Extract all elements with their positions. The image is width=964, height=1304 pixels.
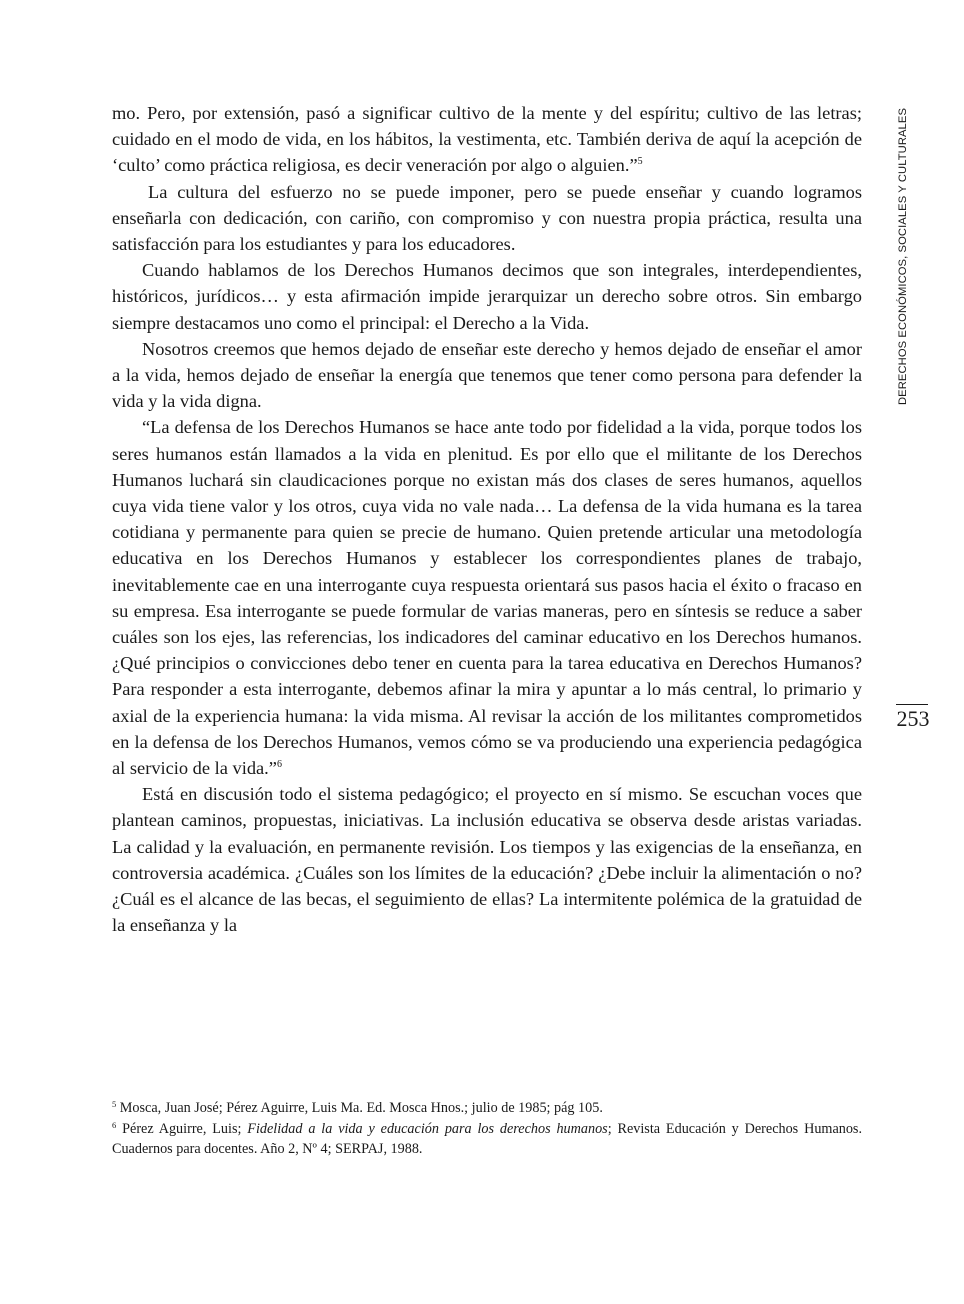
footnote-number: 5 [112,1099,117,1109]
page-number-rule [896,704,928,705]
footnote-6 [112,1119,862,1160]
paragraph-text: La cultura del esfuerzo no se puede imponer, pero se puede enseñar y cuando logramos enseñarla con dedicación, con cariño, con compromiso y con nuestra propia práctica, resulta una satisfacción para los estudiantes y para los educadores. [112,181,862,255]
footnote-number: 6 [112,1119,117,1130]
footnote-ref-5[interactable]: 5 [637,156,643,168]
paragraph-text: mo. Pero, por extensión, pasó a significar cultivo de la mente y del espíritu; cultivo de las letras; cuidado en el modo de vida, en los hábitos, la vestimenta, etc. También deriva de aquí la acepción de ‘culto’ como práctica religiosa, es decir veneración por algo o alguien.” [112,103,862,176]
footnote-text: Mosca, Juan José; Pérez Aguirre, Luis Ma. Ed. Mosca Hnos.; julio de 1985; pág 105. [119,1100,603,1116]
footnote-rest: ; Revista Educación y Derechos Humanos. Cuadernos para docentes. Año 2, Nº 4; SERPAJ, 1988. [112,1120,863,1157]
page-number: 253 [896,706,930,731]
paragraph-text: Cuando hablamos de los Derechos Humanos decimos que son integrales, interdependientes, históricos, jurídicos… y esta afirmación impide jerarquizar un derecho sobre otros. Sin embargo siempre destacamos uno como el principal: el Derecho a la Vida. [112,260,862,333]
paragraph-5-quotation [112,414,862,781]
footnote-ref-6[interactable]: 6 [276,759,282,771]
paragraph-1 [112,100,862,179]
running-head [893,100,913,405]
paragraph-6 [112,781,862,938]
running-head-text: DERECHOS ECONÓMICOS, SOCIALES Y CULTURALES [897,107,909,405]
paragraph-4 [112,336,862,415]
paragraph-text: Está en discusión todo el sistema pedagógico; el proyecto en sí mismo. Se escuchan voces que plantean caminos, propuestas, iniciativas. La inclusión educativa se observa desde aristas variadas. La calidad y la evaluación, en permanente revisión. Los tiempos y las exigencias de la enseñanza, en controversia académica. ¿Cuáles son los límites de la educación? ¿Debe incluir la alimentación o no? ¿Cuál es el alcance de las becas, el seguimiento de ellas? La intermitente polémica de la gratuidad de la enseñanza y la [112,784,862,936]
paragraph-text: “La defensa de los Derechos Humanos se hace ante todo por fidelidad a la vida, porque todos los seres humanos están llamados a la vida en plenitud. Es por ello que el militante de los Derechos Humanos luchará sin claudicaciones porque no existan más dos clases de seres humanos, aquellos cuya vida tiene valor y los otros, cuya vida no vale nada… La defensa de la vida humana es la tarea cotidiana y permanente para quien se precie de humano. Quien pretende articular una metodología educativa en los Derechos Humanos y establecer los correspondientes planes de trabajo, inevitablemente cae en una interrogante cuya respuesta orientará sus pasos hacia el éxito o fracaso en su empresa. Esa interrogante se puede formular de varias maneras, pero en síntesis se reduce a saber cuáles son los ejes, las referencias, los indicadores del caminar educativo en los Derechos humanos. ¿Qué principios o convicciones debo tener en cuenta para la tarea educativa en Derechos Humanos? Para responder a esta interrogante, debemos afinar la mira y apuntar a lo más central, lo primario y axial de la experiencia humana: la vida misma. Al revisar la acción de los militantes comprometidos en la defensa de los Derechos Humanos, vemos cómo se va produciendo una experiencia pedagógica al servicio de la vida.” [112,417,862,779]
footnotes [112,1098,862,1160]
footnote-author: Pérez Aguirre, Luis; [122,1120,242,1137]
footnote-5 [112,1098,862,1119]
paragraph-2 [112,179,862,258]
paragraph-text: Nosotros creemos que hemos dejado de enseñar este derecho y hemos dejado de enseñar el amor a la vida, hemos dejado de enseñar la energía que tenemos que tener como persona para defender la vida y la vida digna. [112,338,862,412]
paragraph-3 [112,257,862,336]
body-text [112,100,862,939]
footnote-title: Fidelidad a la vida y educación para los derechos humanos [247,1120,608,1137]
